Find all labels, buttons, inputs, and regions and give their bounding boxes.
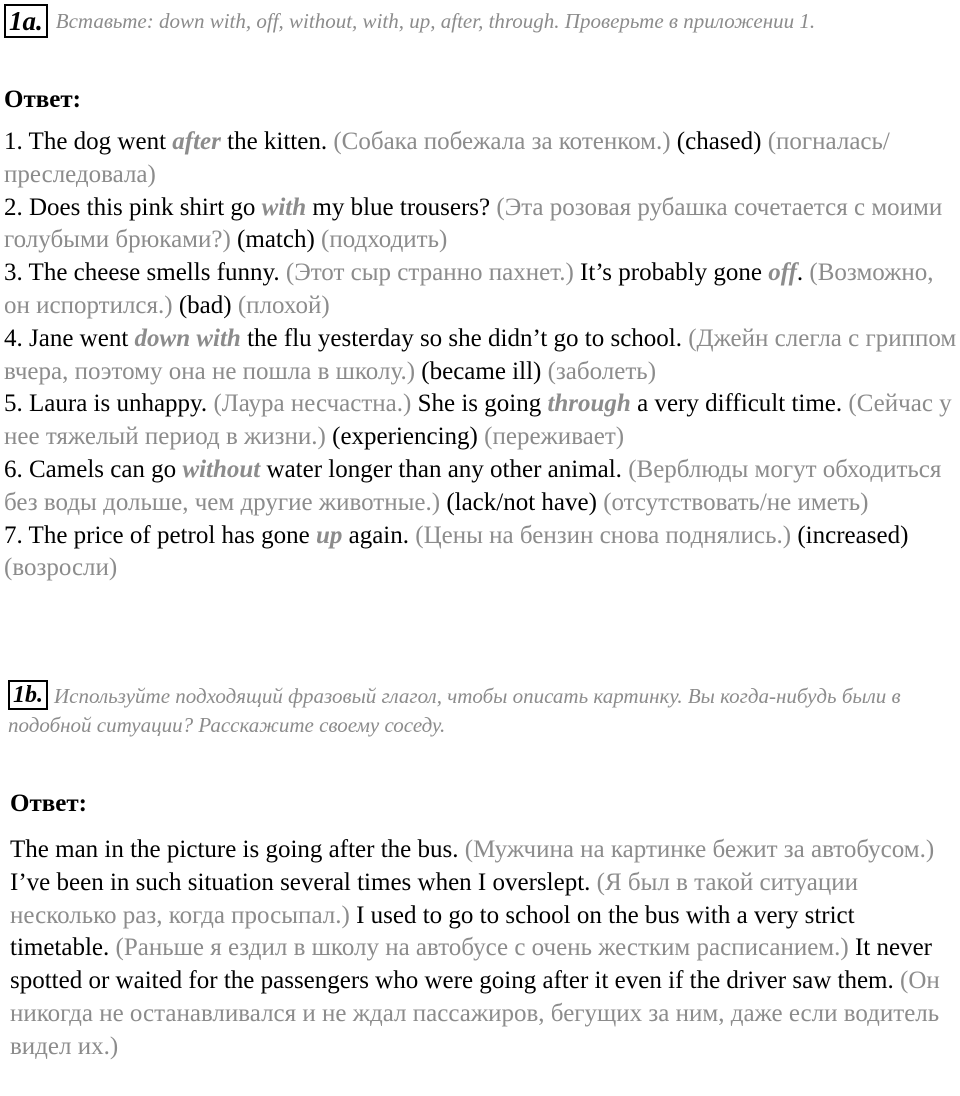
translation: (Я был в такой ситуации несколько раз, когда просыпал.) bbox=[10, 868, 858, 929]
translation: (Возможно, он испортился.) bbox=[4, 259, 934, 319]
translation: (Эта розовая рубашка сочетается с моими голубыми брюками?) bbox=[4, 193, 943, 254]
phrasal-particle: down with bbox=[134, 324, 241, 352]
translation: (Мужчина на картинке бежит за автобусом.) bbox=[464, 836, 935, 863]
phrasal-particle: up bbox=[315, 521, 343, 549]
translation: (Лаура несчастна.) bbox=[213, 390, 412, 418]
answer-item: 6. Camels can go without water longer than any other animal. (Верблюды могут обходиться без воды дольше, чем другие животные.) (lack/not have) (отсутствовать/не иметь) bbox=[4, 455, 942, 516]
translation: (Он никогда не останавливался и не ждал пассажиров, бегущих за ним, даже если водитель видел их.) bbox=[10, 967, 940, 1060]
phrasal-particle: after bbox=[172, 128, 221, 155]
task-1b-instruction: Используйте подходящий фразовый глагол, чтобы описать картинку. Вы когда-нибудь были в подобной ситуации? Расскажите своему соседу. bbox=[8, 684, 901, 737]
answer-1b-text bbox=[10, 834, 960, 1064]
phrasal-particle: with bbox=[261, 193, 307, 221]
task-1a-instruction: Вставьте: down with, off, without, with, up, after, through. Проверьте в приложении 1. bbox=[55, 8, 816, 33]
answer-item: 1. The dog went after the kitten. (Собака побежала за котенком.) (chased) (погналась/преследовала) bbox=[4, 128, 890, 188]
phrasal-particle: through bbox=[547, 390, 631, 418]
answer-paragraph: The man in the picture is going after the bus. (Мужчина на картинке бежит за автобусом.) bbox=[10, 836, 935, 863]
phrasal-particle: off bbox=[768, 259, 797, 287]
answer-item: 3. The cheese smells funny. (Этот сыр странно пахнет.) It’s probably gone off. (Возможно, он испортился.) (bad) (плохой) bbox=[4, 259, 934, 319]
answers-1a bbox=[4, 126, 958, 585]
answer-item: 2. Does this pink shirt go with my blue trousers? (Эта розовая рубашка сочетается с моими голубыми брюками?) (match) (подходить) bbox=[4, 193, 943, 254]
task-1b-label: 1b. bbox=[8, 680, 48, 710]
phrasal-particle: without bbox=[182, 455, 261, 483]
answer-item: 7. The price of petrol has gone up again. (Цены на бензин снова поднялись.) (increased) (возросли) bbox=[4, 521, 909, 582]
task-1b-header bbox=[8, 680, 958, 740]
answer-1a-heading: Ответ: bbox=[4, 86, 81, 113]
translation: (Цены на бензин снова поднялись.) bbox=[415, 521, 792, 549]
translation: (Этот сыр странно пахнет.) bbox=[285, 259, 574, 287]
translation: (Собака побежала за котенком.) bbox=[333, 128, 671, 155]
translation: (Сейчас у нее тяжелый период в жизни.) bbox=[4, 390, 952, 451]
answer-item: 5. Laura is unhappy. (Лаура несчастна.) She is going through a very difficult time. (Сейчас у нее тяжелый период в жизни.) (experiencing) (переживает) bbox=[4, 390, 952, 451]
translation: (Раньше я ездил в школу на автобусе с очень жестким расписанием.) bbox=[115, 934, 849, 962]
task-1a-label: 1a. bbox=[4, 4, 48, 38]
answer-paragraph: I’ve been in such situation several times when I overslept. (Я был в такой ситуации несколько раз, когда просыпал.) I used to go to school on the bus with a very strict timetable. (Раньше я ездил в школу на автобусе с очень жестким расписанием.) It never spotted or waited for the passengers who were going after it even if the driver saw them. (Он никогда не останавливался и не ждал пассажиров, бегущих за ним, даже если водитель видел их.) bbox=[10, 868, 940, 1060]
answer-1b-heading: Ответ: bbox=[10, 790, 87, 817]
translation: (Верблюды могут обходиться без воды дольше, чем другие животные.) bbox=[4, 455, 942, 516]
answer-item: 4. Jane went down with the flu yesterday so she didn’t go to school. (Джейн слегла с гриппом вчера, поэтому она не пошла в школу.) (became ill) (заболеть) bbox=[4, 324, 957, 385]
task-1a-header bbox=[4, 4, 960, 38]
translation: (Джейн слегла с гриппом вчера, поэтому она не пошла в школу.) bbox=[4, 324, 957, 385]
